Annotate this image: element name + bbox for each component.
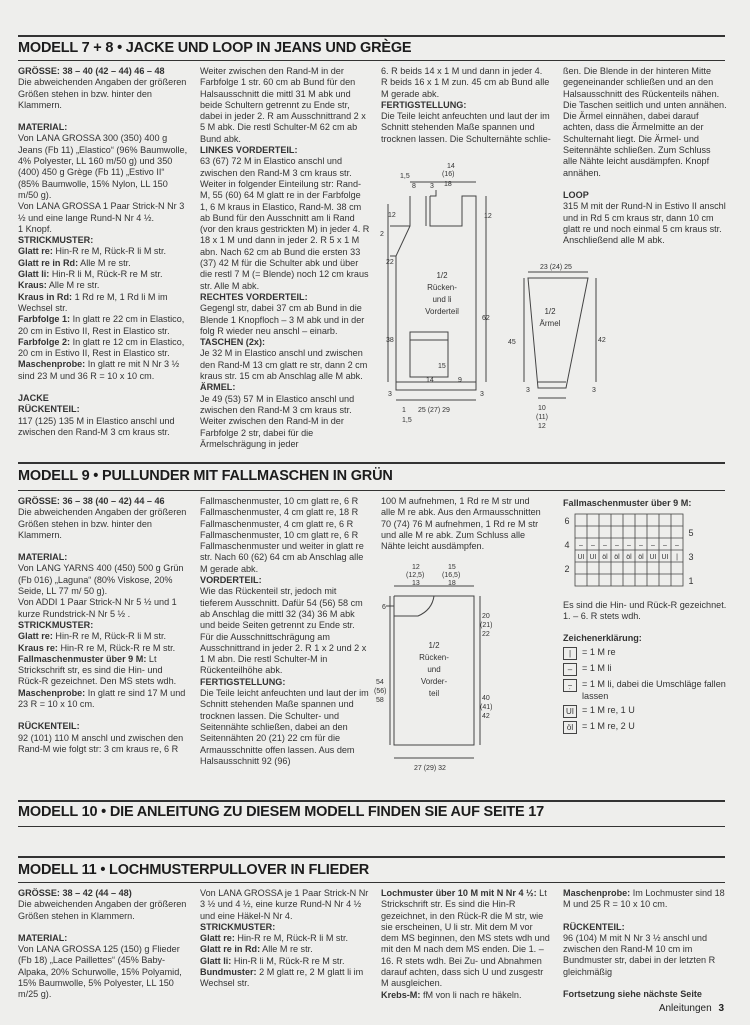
svg-text:UI: UI <box>649 554 657 562</box>
paragraph: ßen. Die Blende in der hinteren Mitte gegeneinander schließen und an den Halsausschnitt des Rückenteils nähen. Die Taschen seitlich und unten annähen. Die Ärmel einnähen, dabei darauf achten, dass die Ärmelmitte an der Schulternaht liegt. Die Ärmel- und Seitennähte schließen. Zum Schluss alle Nähte leicht ausdämpfen. Knopf annähen. <box>563 66 727 178</box>
paragraph-text: In glatt re sind 17 M und 23 R = 10 x 10 cm. <box>18 687 186 710</box>
dim-top-18: 18 <box>444 181 452 188</box>
dim-1-5-bottom: 1,5 <box>402 417 412 424</box>
legend-symbol: −̣ <box>563 679 577 692</box>
pu-top-right-3: 18 <box>448 580 456 587</box>
paragraph-label: Maschenprobe: <box>563 888 631 898</box>
subheading: RÜCKENTEIL: <box>18 404 80 415</box>
pu-piece-1: 1/2 <box>428 641 440 650</box>
footer-label: Anleitungen <box>658 1003 712 1014</box>
paragraph: Die abweichenden Angaben der größeren Größen stehen in bzw. hinter den Klammern. <box>18 507 187 540</box>
body-schematic-diagram <box>370 160 520 435</box>
dim-top-14: 14 <box>447 163 455 170</box>
dim-bottom: 25 (27) 29 <box>418 407 450 414</box>
subheading: FERTIGSTELLUNG: <box>200 676 286 687</box>
pu-top-right-2: (16,5) <box>442 572 461 579</box>
paragraph: Die Teile leicht anfeuchten und laut der im Schnitt stehenden Maße spannen und trocknen lassen. Die Schulternähte schlie- <box>381 111 551 144</box>
svg-text:–: – <box>591 542 595 550</box>
subheading: MATERIAL: <box>18 932 68 943</box>
paragraph: 96 (104) M mit N Nr 3 ½ anschl und zwischen den Rand-M 10 cm im Bundmuster str, dabei in der letzten R gleichmäßig <box>563 932 716 977</box>
chart-row-5: 5 <box>688 528 694 539</box>
legend-title: Zeichenerklärung: <box>563 633 642 644</box>
size-line: GRÖSSE: 38 – 40 (42 – 44) 46 – 48 <box>18 66 165 76</box>
dim-3-left: 3 <box>388 391 392 398</box>
paragraph-label: Glatt re: <box>18 246 53 257</box>
paragraph: Von LANG YARNS 400 (450) 500 g Grün (Fb 016) „Laguna“ (80% Viskose, 20% Seide, LL 77 m/ 50 g). <box>18 563 184 597</box>
paragraph: 100 M aufnehmen, 1 Rd re M str und alle M re abk. Aus den Armausschnitten 70 (74) 76 M aufnehmen, 1 Rd re M str und alle M re abk. Zum Schluss alle Nähte leicht ausdämpfen. <box>381 496 541 552</box>
paragraph-text: In glatt re mit N Nr 3 ½ sind 23 M und 36 R = 10 x 10 cm. <box>18 359 180 381</box>
paragraph: 117 (125) 135 M in Elastico anschl und zwischen den Rand-M 3 cm kraus str. <box>18 415 175 437</box>
pu-right-bot-2: (41) <box>480 704 493 711</box>
dim-62: 62 <box>482 315 490 322</box>
paragraph-text: Lt Strickschrift str. Es sind die Hin-R gezeichnet, in den Rück-R die M str, wie sie erscheinen, U li str. Mit dem M vor dem MS beginnen, den MS stets wdh und mit den M nach dem MS enden. Die 1. – 16. R stets wdh. Bei Zu- und Abnahmen darauf achten, dass sich U und zusgestr M ausgleichen. <box>381 888 550 989</box>
subheading: TASCHEN (2x): <box>200 337 266 348</box>
paragraph-text: Hin-R li M, Rück-R re M str. <box>51 269 163 280</box>
labeled-paragraph <box>18 631 188 642</box>
pu-right-top-2: (21) <box>480 622 493 629</box>
paragraph: 63 (67) 72 M in Elastico anschl und zwischen den Rand-M 3 cm kraus str. Weiter in folgender Einteilung str: Rand-M, 55 (60) 64 M glatt re in der Farbfolge 1, 6 M kraus in Elastico, Rand-M. 38 cm ab Bund für den Ausschnitt am li Rand (vor den kraus gestrickten M) in jeder 4. R 18 x 1 M und dann in jeder 2. R 5 x 1 M abn. Nach 62 cm ab Bund die ersten 33 (37) 42 M für die Schulter abk und über die restl 7 M (= Blende) noch 12 cm kraus str. Alle M abk. <box>200 156 370 291</box>
paragraph-text: Hin-R re M, Rück-R li M str. <box>237 933 349 944</box>
svg-text:–: – <box>627 542 631 550</box>
labeled-paragraph <box>381 990 551 1001</box>
paragraph-label: Glatt re: <box>200 933 235 944</box>
body-piece-label-1: 1/2 <box>436 271 448 280</box>
pu-top-right-1: 15 <box>448 564 456 571</box>
subheading: MATERIAL: <box>18 552 68 563</box>
paragraph-label: Glatt re in Rd: <box>18 257 79 268</box>
labeled-paragraph <box>200 944 370 955</box>
paragraph-label: Fallmaschenmuster über 9 M: <box>18 653 147 664</box>
pu-piece-4: Vorder- <box>420 677 448 686</box>
paragraph-text: Alle M re str. <box>80 257 131 268</box>
sleeve-outline <box>528 278 588 388</box>
labeled-paragraph <box>381 888 551 990</box>
paragraph: Die abweichenden Angaben der größeren Größen stehen in Klammern. <box>18 899 187 921</box>
pu-dim-6: 6 <box>382 604 386 611</box>
labeled-paragraph <box>200 967 370 990</box>
size-line: GRÖSSE: 36 – 38 (40 – 42) 44 – 46 <box>18 496 165 506</box>
labeled-paragraph <box>18 359 188 382</box>
legend-symbol: UI <box>563 705 577 718</box>
pu-right-bot-3: 42 <box>482 713 490 720</box>
paragraph-text: In glatt re 12 cm in Elastico, 20 cm in Estivo II, Rest in Elastico str. <box>18 336 185 359</box>
subheading: STRICKMUSTER: <box>18 235 94 246</box>
labeled-paragraph <box>18 269 188 280</box>
svg-text:–: – <box>639 542 643 550</box>
paragraph-text: Hin-R re M, Rück-R re M str. <box>60 642 176 653</box>
labeled-paragraph <box>563 888 727 911</box>
paragraph-label: Krebs-M: <box>381 989 421 1000</box>
subheading: STRICKMUSTER: <box>200 921 276 932</box>
paragraph-label: Bundmuster: <box>200 967 257 978</box>
m11-column-4 <box>563 888 727 1000</box>
paragraph-text: Lt Strickschrift str, es sind die Hin- und Rück-R gezeichnet. Den MS stets wdh. <box>18 653 177 687</box>
paragraph-label: Glatt li: <box>200 955 232 966</box>
chart-row-1: 1 <box>688 576 694 587</box>
paragraph-label: Kraus in Rd: <box>18 291 73 302</box>
svg-text:UI: UI <box>577 554 585 562</box>
svg-text:–: – <box>651 542 655 550</box>
dim-1-5: 1,5 <box>400 173 410 180</box>
labeled-paragraph <box>18 688 188 711</box>
labeled-paragraph <box>18 280 188 291</box>
paragraph-text: In glatt re 22 cm in Elastico, 20 cm in Estivo II, Rest in Elastico str. <box>18 314 185 336</box>
body-outline <box>396 196 476 390</box>
sleeve-schematic-diagram <box>508 258 638 438</box>
paragraph: 315 M mit der Rund-N in Estivo II anschl und in Rd 5 cm kraus str, dann 10 cm glatt re und noch einmal 5 cm kraus str. Anschließend alle M abk. <box>563 201 726 246</box>
pu-piece-2: Rücken- <box>419 653 449 662</box>
paragraph: Von LANA GROSSA 1 Paar Strick-N Nr 3 ½ und eine lange Rund-N Nr 4 ½. <box>18 201 185 223</box>
paragraph: Von LANA GROSSA 300 (350) 400 g Jeans (Fb 11) „Elastico“ (96% Baumwolle, 4% Polyester, LL 160 m/50 g) und 350 (400) 450 g Grège (Fb 11) „Estivo II“ (85% Baumwolle, 15% Nylon, LL 150 m/50 g). <box>18 133 188 200</box>
legend-item <box>563 705 727 718</box>
pocket-outline <box>410 332 448 377</box>
paragraph-text: Alle M re str. <box>262 944 313 955</box>
pu-right-top-3: 22 <box>482 631 490 638</box>
sleeve-bottom-1: 10 <box>538 405 546 412</box>
legend-text: = 1 M li, dabei die Umschläge fallen lassen <box>582 679 726 701</box>
section-title-modell-9: MODELL 9 • PULLUNDER MIT FALLMASCHEN IN GRÜN <box>18 468 393 484</box>
labeled-paragraph <box>200 933 370 944</box>
paragraph: Von LANA GROSSA je 1 Paar Strick-N Nr 3 ½ und 4 ½, eine kurze Rund-N Nr 4 ½ und eine Häkel-N Nr 4. <box>200 888 369 921</box>
m78-column-1 <box>18 66 188 438</box>
sleeve-bottom-3: 12 <box>538 423 546 430</box>
dim-3-top: 3 <box>430 183 434 190</box>
paragraph: Fallmaschenmuster, 10 cm glatt re, 6 R Fallmaschenmuster, 4 cm glatt re, 18 R Fallmaschenmuster, 4 cm glatt re, 6 R Fallmaschenmuster, 10 cm glatt re, 6 R Fallmaschenmuster und weiter in glatt re str. Nach 60 (62) 64 cm ab Anschlag alle M gerade abk. <box>200 496 364 574</box>
pu-bottom: 27 (29) 32 <box>414 765 446 772</box>
paragraph-text: 2 M glatt re, 2 M glatt li im Wechsel str. <box>200 967 364 989</box>
svg-text:öl: öl <box>638 554 644 562</box>
paragraph: Von ADDI 1 Paar Strick-N Nr 5 ½ und 1 kurze Rundstrick-N Nr 5 ½ . <box>18 597 177 619</box>
dim-2: 2 <box>380 231 384 238</box>
legend-item <box>563 663 727 676</box>
dim-9: 9 <box>458 377 462 384</box>
svg-text:–: – <box>663 542 667 550</box>
pu-right-top-1: 20 <box>482 613 490 620</box>
paragraph-text: Hin-R re M, Rück-R li M str. <box>55 246 167 257</box>
paragraph-text: Im Lochmuster sind 18 M und 25 R = 10 x 10 cm. <box>563 888 725 910</box>
m11-column-1 <box>18 888 188 1001</box>
legend-symbol: – <box>563 663 577 676</box>
paragraph: Je 32 M in Elastico anschl und zwischen den Rand-M 13 cm glatt re str, dann 2 cm kraus str. 15 cm ab Anschlag alle M abk. <box>200 348 368 382</box>
sleeve-dim-3-left: 3 <box>526 387 530 394</box>
subheading: RÜCKENTEIL: <box>18 721 80 732</box>
legend-symbol: öl <box>563 721 577 734</box>
pu-left-1: 54 <box>376 679 384 686</box>
chart-row-4: 4 <box>564 540 570 551</box>
pu-right-bot-1: 40 <box>482 695 490 702</box>
svg-text:–: – <box>675 542 679 550</box>
m78-column-2 <box>200 66 370 450</box>
dim-12-left: 12 <box>388 212 396 219</box>
pu-left-3: 58 <box>376 697 384 704</box>
svg-text:–: – <box>615 542 619 550</box>
stitch-chart-grid <box>563 512 703 592</box>
paragraph-label: Glatt re in Rd: <box>200 944 261 955</box>
size-line: GRÖSSE: 38 – 42 (44 – 48) <box>18 888 132 898</box>
svg-text:öl: öl <box>614 554 620 562</box>
svg-text:öl: öl <box>626 554 632 562</box>
dim-1: 1 <box>402 407 406 414</box>
pu-left-2: (56) <box>374 688 387 695</box>
dim-top-16: (16) <box>442 171 455 178</box>
paragraph-label: Maschenprobe: <box>18 359 86 370</box>
svg-text:–: – <box>603 542 607 550</box>
m11-column-2 <box>200 888 370 990</box>
labeled-paragraph <box>18 654 188 688</box>
labeled-paragraph <box>18 643 188 654</box>
legend-text: = 1 M re, 2 U <box>582 721 635 732</box>
dim-12-right: 12 <box>484 213 492 220</box>
subheading: Fortsetzung siehe nächste Seite <box>563 989 702 1000</box>
subheading: RÜCKENTEIL: <box>563 921 625 932</box>
svg-text:|: | <box>676 554 678 562</box>
m11-column-3 <box>381 888 551 1001</box>
section-title-modell-10: MODELL 10 • DIE ANLEITUNG ZU DIESEM MODELL FINDEN SIE AUF SEITE 17 <box>18 804 545 820</box>
pu-piece-5: teil <box>428 689 440 698</box>
paragraph-label: Glatt li: <box>18 269 50 280</box>
paragraph-label: Farbfolge 2: <box>18 336 71 347</box>
sleeve-dim-45: 45 <box>508 339 516 346</box>
chart-note: Es sind die Hin- und Rück-R gezeichnet. 1. – 6. R stets wdh. <box>563 599 727 621</box>
svg-text:UI: UI <box>661 554 669 562</box>
paragraph: Weiter zwischen den Rand-M in der Farbfolge 1 str. 60 cm ab Bund für den Halsausschnitt die mittl 31 M abk und beide Schultern getrennt zu Ende str, dabei in jeder 2. R am Ausschnittrand 2 x 5 M abk. Die restl Schulter-M 62 cm ab Bund abk. <box>200 66 366 144</box>
labeled-paragraph <box>18 292 188 315</box>
dim-22: 22 <box>386 259 394 266</box>
paragraph: Wie das Rückenteil str, jedoch mit tieferem Ausschnitt. Dafür 54 (56) 58 cm ab Anschlag die mittl 32 (34) 36 M abk und beide Seiten getrennt zu Ende str. Für die Ausschnittschrägung am Ausschnittrand in jeder 2. R 1 x 2 und 2 x 1 M abn. Die restl Schulter-M in Rückenteilhöhe abk. <box>200 586 367 676</box>
legend-item <box>563 721 727 734</box>
chart-row-3: 3 <box>688 552 694 563</box>
legend-list <box>563 647 727 734</box>
m78-column-4 <box>563 66 727 246</box>
sleeve-bottom-2: (11) <box>536 414 548 421</box>
pu-top-left-3: 13 <box>412 580 420 587</box>
section-title-modell-11: MODELL 11 • LOCHMUSTERPULLOVER IN FLIEDER <box>18 862 370 878</box>
paragraph-text: Hin-R re M, Rück-R li M str. <box>55 631 167 642</box>
paragraph-label: Kraus: <box>18 280 47 291</box>
labeled-paragraph <box>200 956 370 967</box>
paragraph-label: Farbfolge 1: <box>18 314 71 325</box>
labeled-paragraph <box>18 258 188 269</box>
sleeve-top-dim: 23 (24) 25 <box>540 264 572 271</box>
paragraph-label: Kraus re: <box>18 642 58 653</box>
dim-15: 15 <box>438 363 446 370</box>
svg-text:–: – <box>579 542 583 550</box>
subheading: MATERIAL: <box>18 122 68 133</box>
chart-title: Fallmaschenmuster über 9 M: <box>563 498 692 508</box>
page-footer <box>659 1003 724 1014</box>
legend-text: = 1 M li <box>582 663 612 674</box>
subheading: STRICKMUSTER: <box>18 619 94 630</box>
svg-text:UI: UI <box>589 554 597 562</box>
pu-top-left-2: (12,5) <box>406 572 425 579</box>
sleeve-piece-label-2: Ärmel <box>539 319 561 328</box>
dim-38: 38 <box>386 337 394 344</box>
chart-row-6: 6 <box>564 516 570 527</box>
m9-column-2 <box>200 496 370 767</box>
paragraph-text: 1 Rd re M, 1 Rd li M im Wechsel str. <box>18 291 168 313</box>
page-number: 3 <box>718 1003 724 1014</box>
subheading: RECHTES VORDERTEIL: <box>200 291 308 302</box>
paragraph: 6. R beids 14 x 1 M und dann in jeder 4. R beids 16 x 1 M zun. 45 cm ab Bund alle M gerade abk. <box>381 66 550 99</box>
subheading: VORDERTEIL: <box>200 575 262 586</box>
paragraph-label: Maschenprobe: <box>18 687 86 698</box>
paragraph-text: Alle M re str. <box>48 280 100 291</box>
sleeve-dim-3-right: 3 <box>592 387 596 394</box>
paragraph-text: fM von li nach re häkeln. <box>422 989 522 1000</box>
subheading: FERTIGSTELLUNG: <box>381 99 467 110</box>
paragraph-label: Lochmuster über 10 M mit N Nr 4 ½: <box>381 888 537 898</box>
paragraph: Gegengl str, dabei 37 cm ab Bund in die Blende 1 Knopfloch – 3 M abk und in der folg R wieder neu anschl – einarb. <box>200 303 365 336</box>
pu-piece-3: und <box>427 665 441 674</box>
sleeve-piece-label-1: 1/2 <box>544 307 556 316</box>
svg-text:öl: öl <box>602 554 608 562</box>
m78-column-3 <box>381 66 551 145</box>
legend-text: = 1 M re, 1 U <box>582 705 635 716</box>
body-piece-label-3: und li <box>432 295 452 304</box>
paragraph: Die abweichenden Angaben der größeren Größen stehen in bzw. hinter den Klammern. <box>18 77 187 110</box>
m9-column-1 <box>18 496 188 755</box>
pu-top-left-1: 12 <box>412 564 420 571</box>
pullunder-schematic-diagram <box>370 560 510 780</box>
paragraph: Von LANA GROSSA 125 (150) g Flieder (Fb 18) „Lace Paillettes“ (45% Baby-Alpaka, 20% Schurwolle, 15% Polyamid, 15% Baumwolle, 5% Polyester, LL 150 m/25 g). <box>18 944 182 1000</box>
sleeve-dim-42: 42 <box>598 337 606 344</box>
subheading: ÄRMEL: <box>200 382 236 393</box>
body-piece-label-2: Rücken- <box>427 283 457 292</box>
dim-8: 8 <box>412 183 416 190</box>
legend-item <box>563 647 727 660</box>
body-piece-label-4: Vorderteil <box>425 307 459 316</box>
dim-14: 14 <box>426 377 434 384</box>
paragraph: 92 (101) 110 M anschl und zwischen den Rand-M wie folgt str: 3 cm kraus re, 6 R <box>18 732 184 754</box>
chart-row-2: 2 <box>564 564 570 575</box>
subheading: JACKE <box>18 393 49 404</box>
paragraph: 1 Knopf. <box>18 223 52 234</box>
section-title-modell-7-8: MODELL 7 + 8 • JACKE UND LOOP IN JEANS UND GRÈGE <box>18 40 412 56</box>
labeled-paragraph <box>18 314 188 337</box>
paragraph: Die Teile leicht anfeuchten und laut der im Schnitt stehenden Maße spannen und trocknen lassen. Die Schulter- und Seitennähte schließen, dabei an den Seitennähten 20 (21) 22 cm für die Armausschnitte offen lassen. Aus dem Halsausschnitt 92 (96) <box>200 688 369 766</box>
legend-symbol: | <box>563 647 577 660</box>
subheading: LOOP <box>563 189 589 200</box>
stitch-chart-block <box>563 498 727 734</box>
legend-text: = 1 M re <box>582 647 616 658</box>
subheading: LINKES VORDERTEIL: <box>200 145 298 156</box>
labeled-paragraph <box>18 246 188 257</box>
dim-3-right: 3 <box>480 391 484 398</box>
m9-column-3 <box>381 496 546 552</box>
paragraph: Je 49 (53) 57 M in Elastico anschl und zwischen den Rand-M 3 cm kraus str. Weiter zwischen den Rand-M in der Farbfolge 2 str, dabei für die Ärmelschrägung in jeder <box>200 393 355 449</box>
legend-item <box>563 679 727 702</box>
paragraph-text: Hin-R li M, Rück-R re M str. <box>233 955 345 966</box>
paragraph-label: Glatt re: <box>18 631 53 642</box>
labeled-paragraph <box>18 337 188 360</box>
